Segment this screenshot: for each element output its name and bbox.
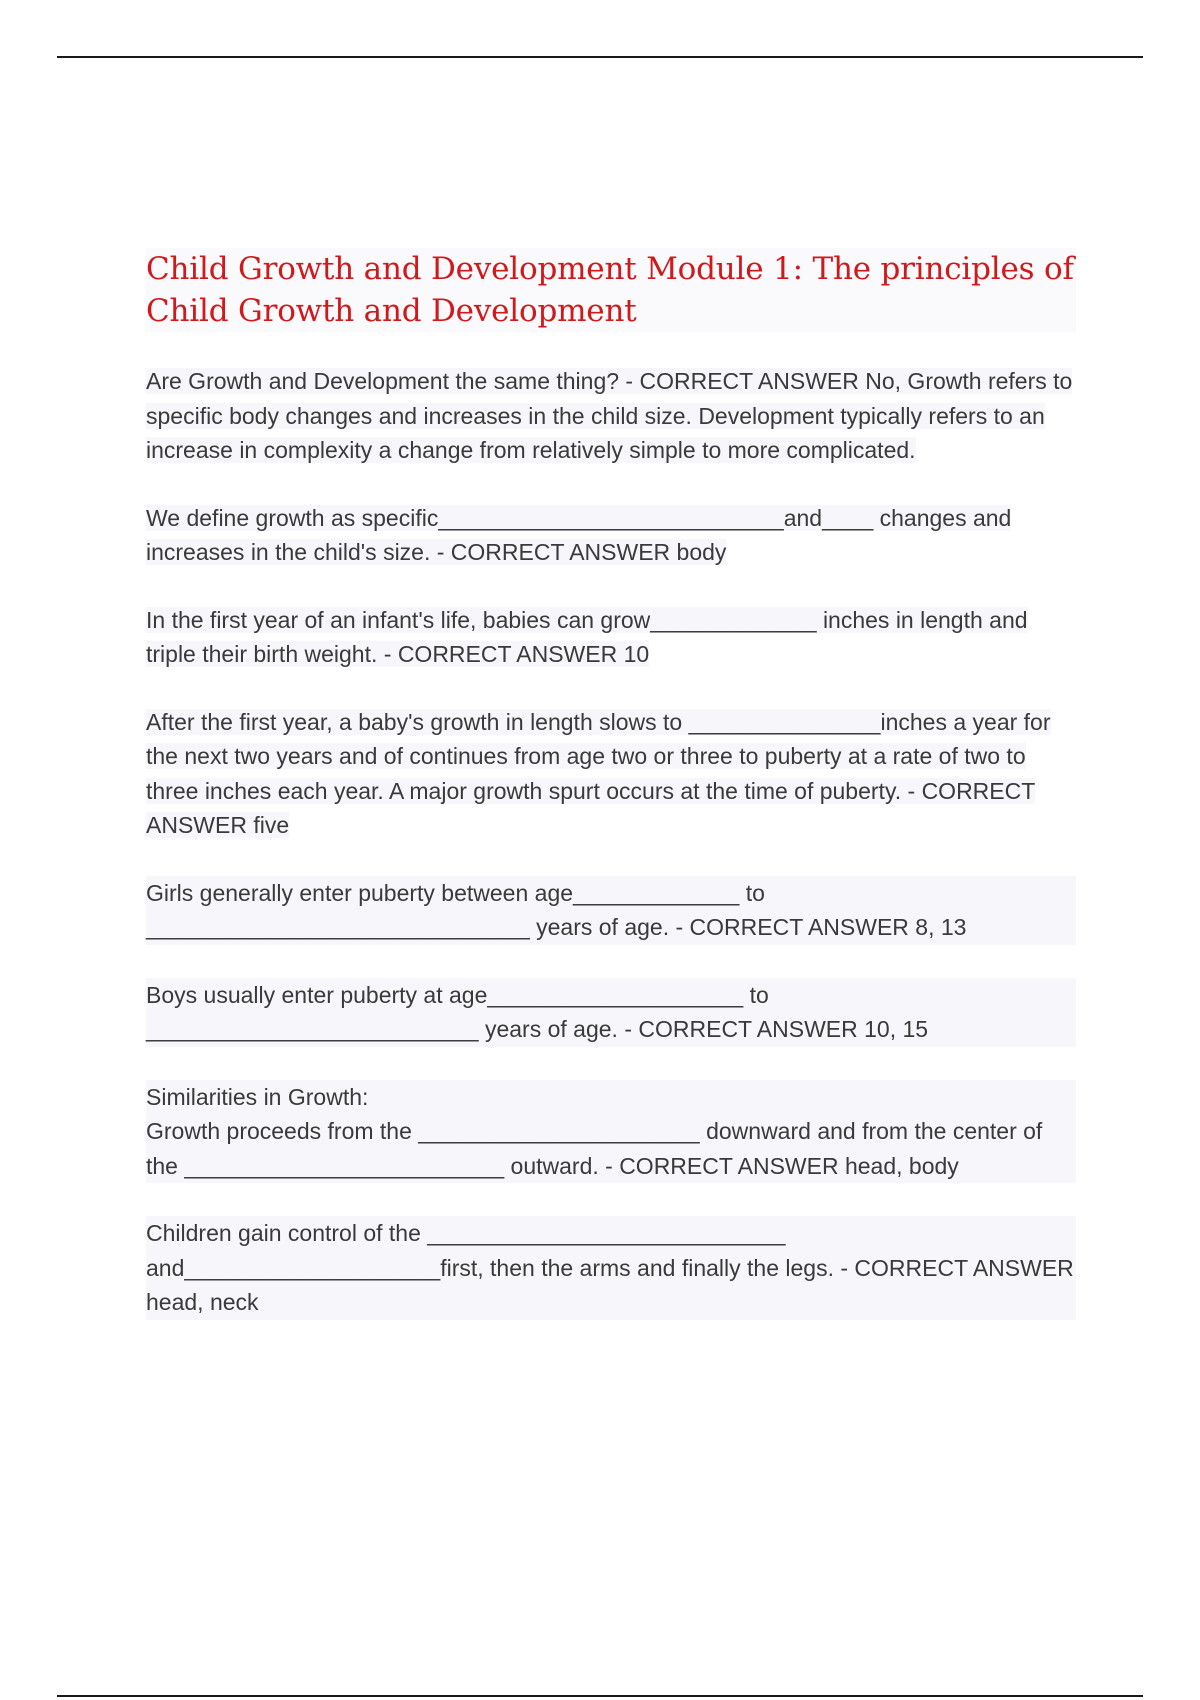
qa-item bbox=[146, 1080, 1076, 1184]
qa-item bbox=[146, 1216, 1076, 1320]
qa-text-line1: Children gain control of the ____________________________ bbox=[146, 1216, 1076, 1251]
document-title: Child Growth and Development Module 1: The principles of Child Growth and Development bbox=[146, 248, 1076, 332]
qa-item bbox=[146, 603, 1076, 672]
qa-text-line1: Similarities in Growth: bbox=[146, 1080, 1076, 1115]
qa-item bbox=[146, 876, 1076, 945]
qa-text: Are Growth and Development the same thing? - CORRECT ANSWER No, Growth refers to specific body changes and increases in the child size. Development typically refers to an increase in complexity a change from relatively simple to more complicated. bbox=[146, 368, 1073, 463]
qa-text-line1: Boys usually enter puberty at age____________________ to bbox=[146, 978, 1076, 1013]
qa-text-line2: and____________________first, then the arms and finally the legs. - CORRECT ANSWER head, neck bbox=[146, 1251, 1076, 1320]
qa-text-line2: __________________________ years of age. - CORRECT ANSWER 10, 15 bbox=[146, 1012, 1076, 1047]
qa-text: After the first year, a baby's growth in length slows to _______________inches a year for the next two years and of continues from age two or three to puberty at a rate of two to three inches each year. A major growth spurt occurs at the time of puberty. - CORRECT ANSWER five bbox=[146, 708, 1051, 838]
document-body bbox=[146, 248, 1076, 1353]
qa-text-line1: Girls generally enter puberty between age_____________ to bbox=[146, 876, 1076, 911]
qa-item bbox=[146, 705, 1076, 843]
qa-text: We define growth as specific___________________________and____ changes and increases in the child's size. - CORRECT ANSWER body bbox=[146, 504, 1012, 565]
qa-item bbox=[146, 978, 1076, 1047]
top-rule bbox=[57, 56, 1143, 58]
qa-item bbox=[146, 364, 1076, 468]
qa-text-line2: ______________________________ years of age. - CORRECT ANSWER 8, 13 bbox=[146, 910, 1076, 945]
qa-text-line2: Growth proceeds from the ______________________ downward and from the center of the _________________________ outward. - CORRECT ANSWER head, body bbox=[146, 1114, 1076, 1183]
bottom-rule bbox=[57, 1695, 1143, 1697]
qa-item bbox=[146, 501, 1076, 570]
qa-text: In the first year of an infant's life, babies can grow_____________ inches in length and triple their birth weight. - CORRECT ANSWER 10 bbox=[146, 606, 1028, 667]
